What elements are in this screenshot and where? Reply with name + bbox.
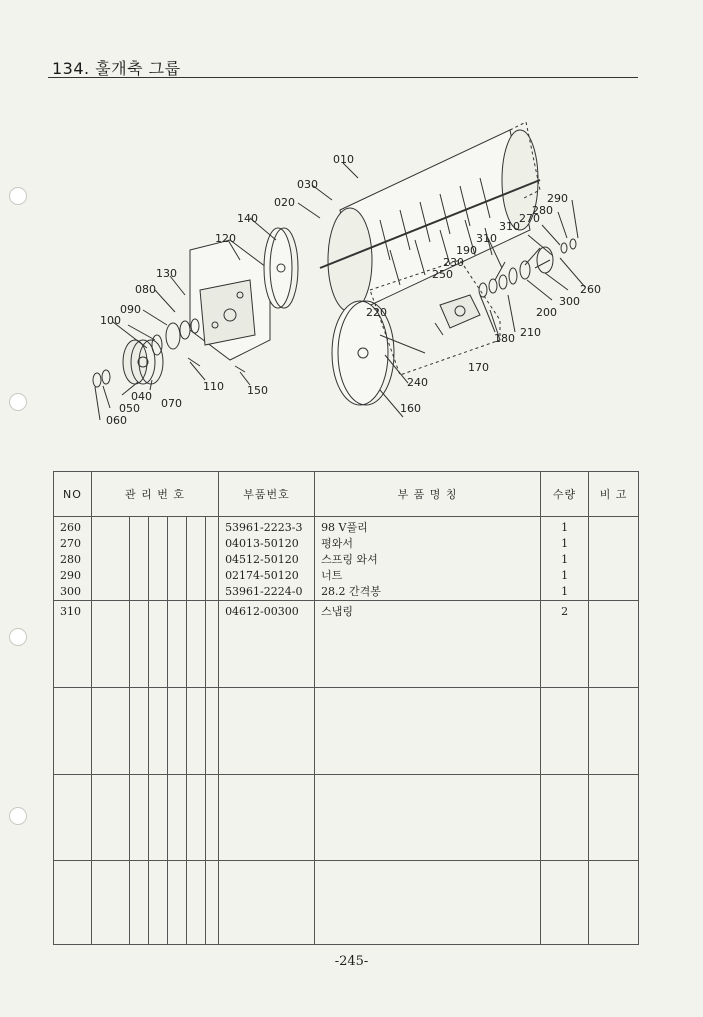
table-cell-remark [589,536,638,552]
cell-m5 [187,775,206,861]
cell-no [54,517,92,601]
table-cell-name: 98 V풀리 [321,521,368,534]
cell-m1 [92,775,130,861]
table-cell-no: 280 [60,553,81,566]
svg-text:040: 040 [131,390,152,403]
v-pulley-070 [123,340,163,384]
table-cell-part-no: 53961-2224-0 [225,585,303,598]
cell-qty [541,861,589,945]
cell-m1 [92,601,130,688]
table-cell-remark [589,568,638,584]
cell-remark [589,775,639,861]
cell-m4 [168,861,187,945]
page-title: 134. 훌개축 그룹 [52,59,181,78]
svg-text:050: 050 [119,402,140,415]
exploded-parts-diagram [40,90,620,440]
svg-text:130: 130 [156,267,177,280]
cell-no [54,775,92,861]
table-cell-remark [589,520,638,536]
cell-m5 [187,688,206,775]
table-cell-no: 260 [60,521,81,534]
table-cell-qty: 1 [561,537,569,550]
flange-wheel-140 [264,228,298,308]
svg-text:140: 140 [237,212,258,225]
table-cell-part-no: 53961-2223-3 [225,521,303,534]
binder-hole-bottom [9,807,27,825]
table-group-row [54,861,639,945]
cell-m1 [92,688,130,775]
svg-text:160: 160 [400,402,421,415]
table-cell-name: 스프링 와셔 [321,553,378,566]
svg-text:220: 220 [366,306,387,319]
title-rule [48,77,638,78]
cell-m3 [149,517,168,601]
side-frame-plate [190,240,270,360]
table-cell-name: 스냅링 [321,605,353,618]
cell-qty [541,517,589,601]
table-cell-qty: 2 [561,605,569,618]
cell-m3 [149,688,168,775]
svg-text:010: 010 [333,153,354,166]
cell-no [54,601,92,688]
table-cell-qty: 1 [561,569,569,582]
table-cell-no: 290 [60,569,81,582]
header-no: NO [54,472,92,517]
table-cell-qty: 1 [561,521,569,534]
svg-text:190: 190 [456,244,477,257]
parts-table [53,471,639,945]
table-cell-part-no: 04013-50120 [225,537,299,550]
table-cell-part-no: 04612-00300 [225,605,299,618]
cell-name [315,688,541,775]
page-number: -245- [334,954,369,969]
svg-text:070: 070 [161,397,182,410]
cell-m2 [130,861,149,945]
cell-part-no [219,775,315,861]
header-remarks: 비 고 [589,472,639,517]
svg-text:180: 180 [494,332,515,345]
cell-m2 [130,775,149,861]
table-header-row [54,472,639,517]
svg-text:210: 210 [520,326,541,339]
cell-m5 [187,861,206,945]
cell-m6 [206,688,219,775]
header-part-number: 부품번호 [219,472,315,517]
cell-part-no [219,861,315,945]
table-cell-qty: 1 [561,585,569,598]
cell-m5 [187,601,206,688]
cell-name [315,775,541,861]
header-management-no: 관 리 번 호 [92,472,219,517]
table-cell-name: 평와서 [321,537,353,550]
cell-qty [541,601,589,688]
cell-part-no [219,688,315,775]
cell-m2 [130,601,149,688]
cell-m6 [206,775,219,861]
svg-text:280: 280 [532,204,553,217]
binder-hole-middle [9,393,27,411]
svg-text:110: 110 [203,380,224,393]
cell-qty [541,775,589,861]
svg-text:250: 250 [432,268,453,281]
svg-text:270: 270 [519,212,540,225]
table-cell-part-no: 02174-50120 [225,569,299,582]
cell-remark [589,517,639,601]
svg-text:020: 020 [274,196,295,209]
cell-m6 [206,517,219,601]
cell-name [315,861,541,945]
table-group-row [54,775,639,861]
binder-hole-top [9,187,27,205]
svg-text:030: 030 [297,178,318,191]
table-cell-no: 310 [60,605,81,618]
cell-remark [589,601,639,688]
table-cell-qty: 1 [561,553,569,566]
svg-text:310: 310 [476,232,497,245]
cell-m3 [149,775,168,861]
cell-m4 [168,601,187,688]
svg-text:310: 310 [499,220,520,233]
svg-text:300: 300 [559,295,580,308]
table-cell-no: 270 [60,537,81,550]
cell-part-no [219,517,315,601]
svg-text:200: 200 [536,306,557,319]
cell-remark [589,688,639,775]
cell-m2 [130,517,149,601]
svg-text:120: 120 [215,232,236,245]
svg-text:290: 290 [547,192,568,205]
table-cell-part-no: 04512-50120 [225,553,299,566]
svg-text:240: 240 [407,376,428,389]
cell-remark [589,861,639,945]
table-cell-no: 300 [60,585,81,598]
cell-m5 [187,517,206,601]
cell-m2 [130,688,149,775]
cell-m1 [92,861,130,945]
cell-qty [541,688,589,775]
svg-text:150: 150 [247,384,268,397]
svg-text:090: 090 [120,303,141,316]
table-cell-remark [589,604,638,620]
svg-text:100: 100 [100,314,121,327]
cell-no [54,688,92,775]
svg-text:170: 170 [468,361,489,374]
cell-m4 [168,775,187,861]
table-cell-name: 28.2 간격봉 [321,585,381,598]
svg-text:060: 060 [106,414,127,427]
cell-m3 [149,861,168,945]
cell-no [54,861,92,945]
svg-text:080: 080 [135,283,156,296]
cell-name [315,601,541,688]
table-group-row [54,517,639,601]
binder-hole-lower [9,628,27,646]
table-group-row [54,688,639,775]
table-cell-remark [589,552,638,568]
svg-text:260: 260 [580,283,601,296]
table-group-row [54,601,639,688]
header-part-name: 부 품 명 칭 [315,472,541,517]
cell-m4 [168,517,187,601]
cell-m4 [168,688,187,775]
cell-name [315,517,541,601]
svg-text:230: 230 [443,256,464,269]
cell-m6 [206,861,219,945]
header-quantity: 수량 [541,472,589,517]
table-cell-name: 너트 [321,569,343,582]
cell-m6 [206,601,219,688]
cell-part-no [219,601,315,688]
cell-m1 [92,517,130,601]
cell-m3 [149,601,168,688]
table-cell-remark [589,584,638,600]
